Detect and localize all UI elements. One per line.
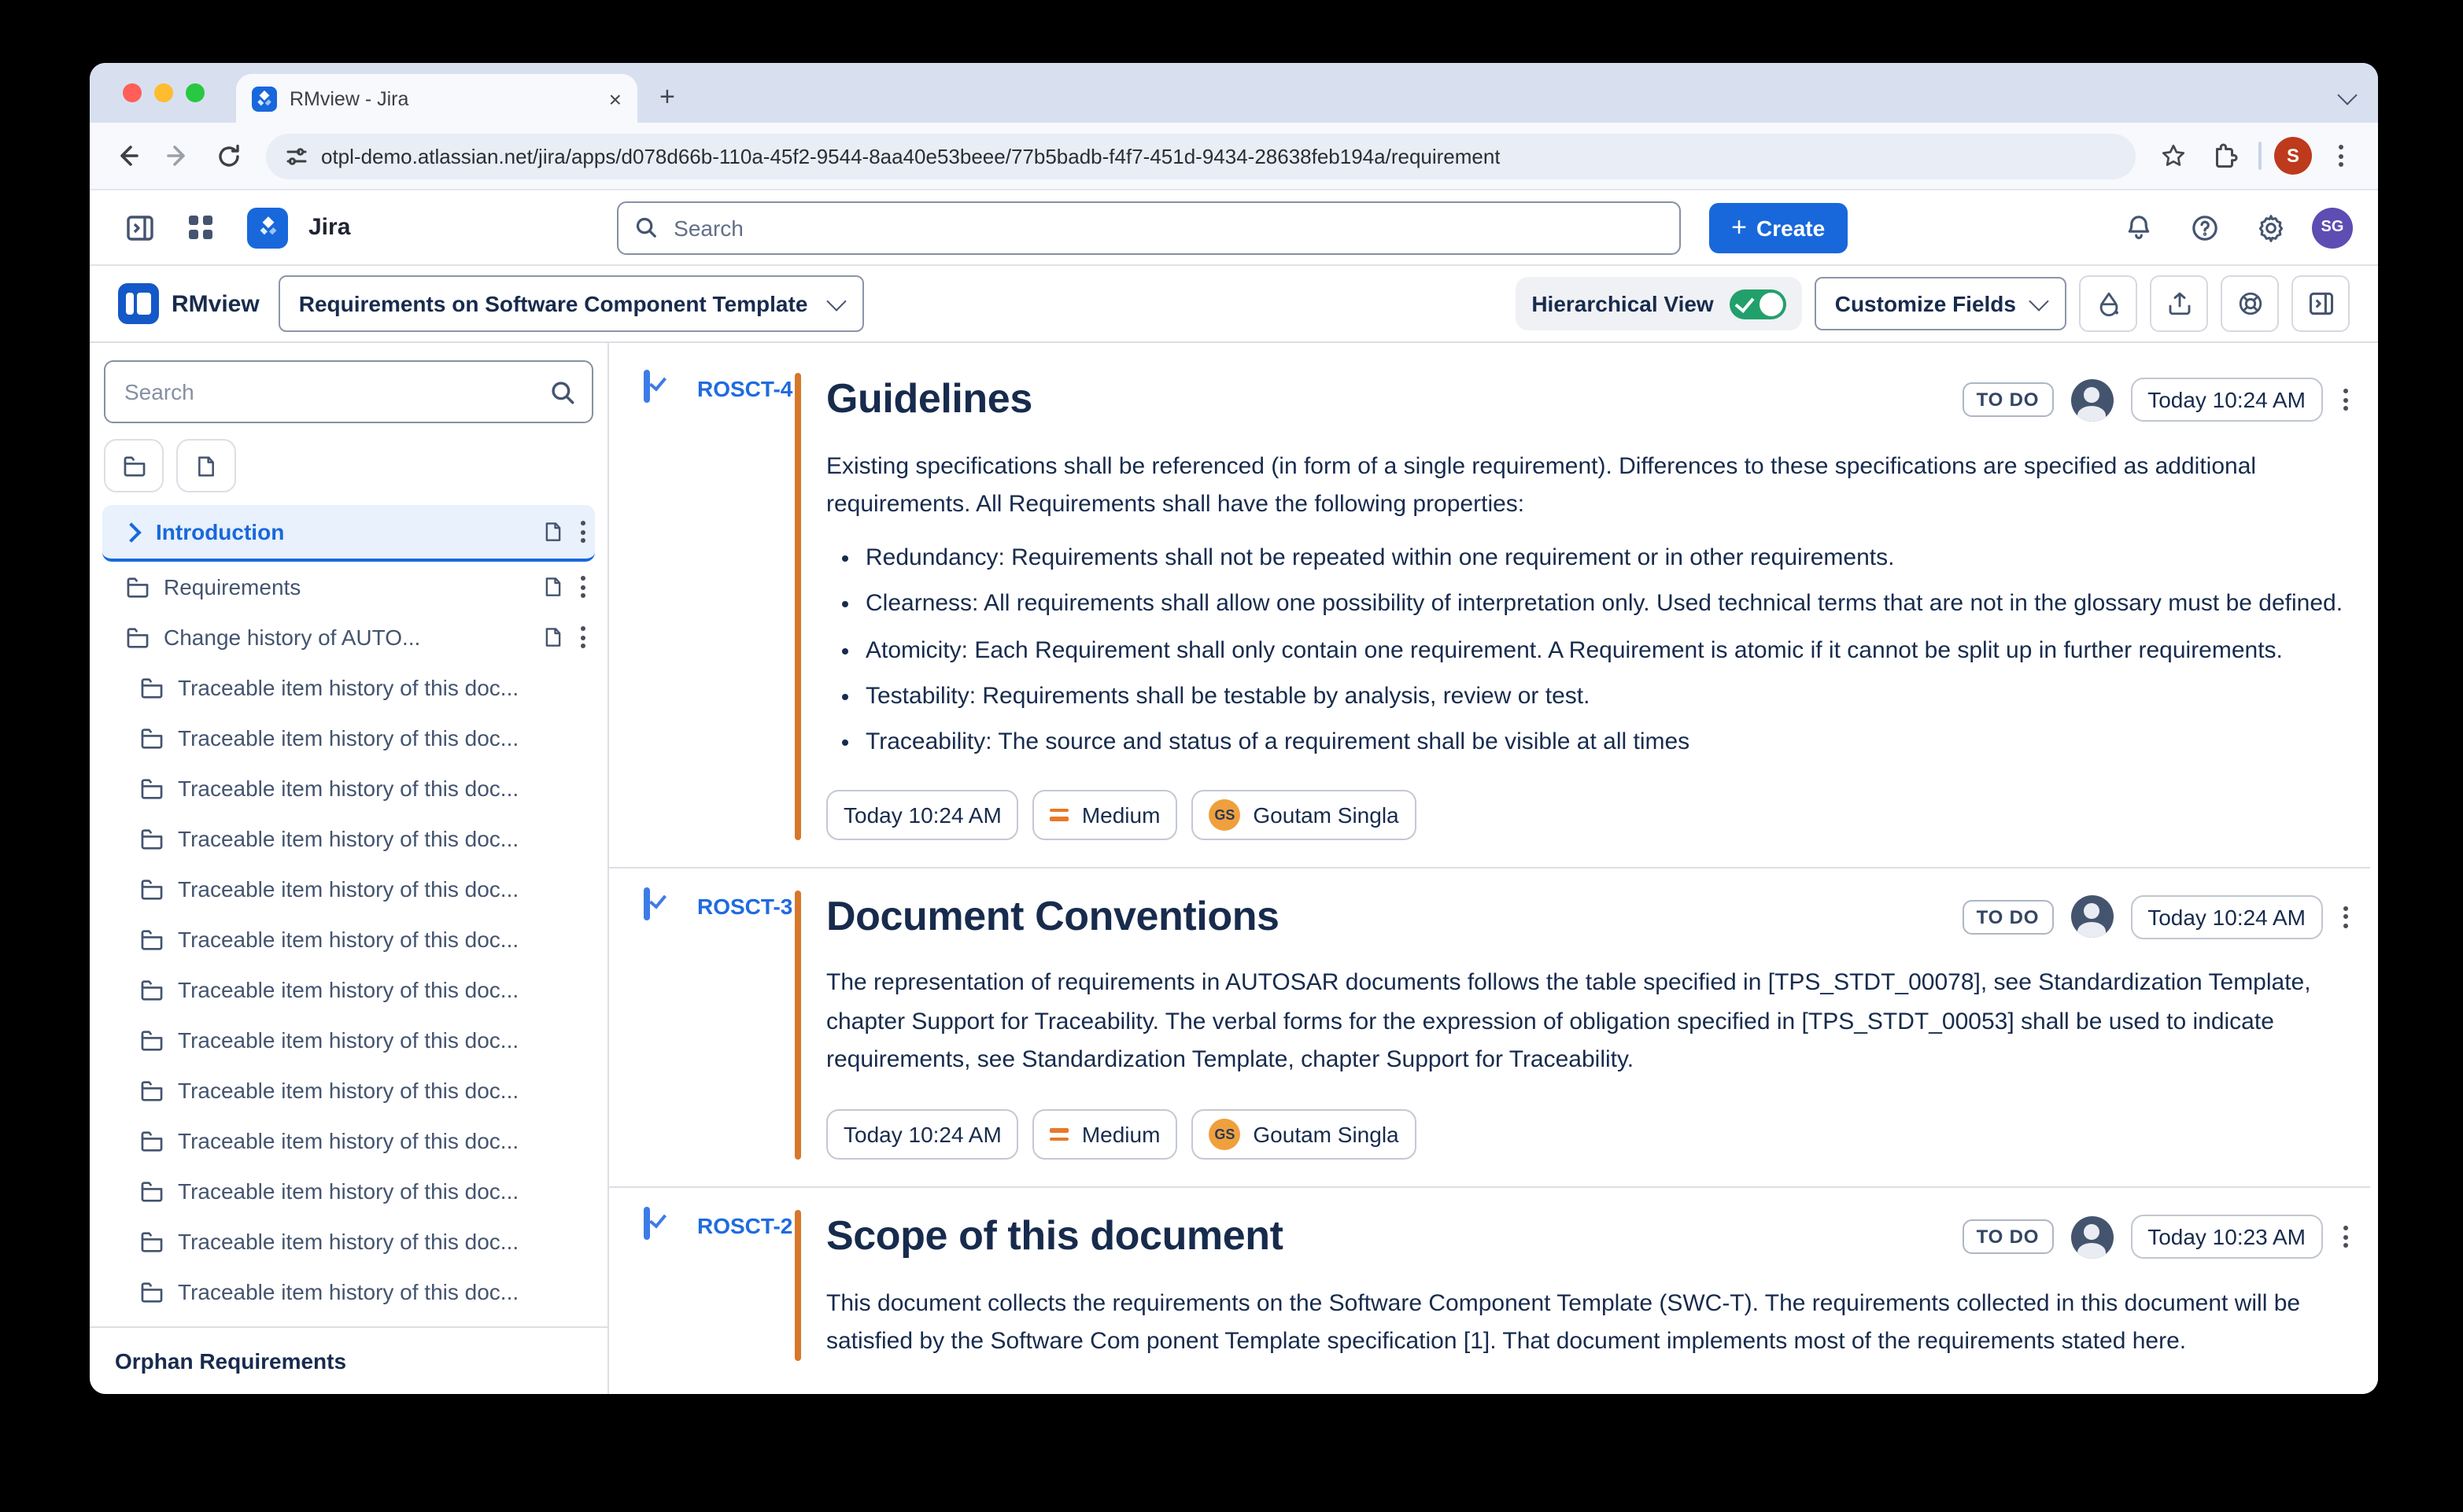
tree-item[interactable] xyxy=(102,562,595,612)
requirement-title[interactable]: Guidelines xyxy=(826,374,1032,422)
browser-window xyxy=(90,63,2378,1394)
card-menu-icon[interactable] xyxy=(2343,1226,2348,1248)
browser-tab-strip xyxy=(90,63,2378,123)
plus-icon: + xyxy=(1731,212,1748,242)
requirement-card xyxy=(609,1186,2370,1380)
tree-item[interactable] xyxy=(102,1015,595,1065)
requirement-bullets xyxy=(826,541,2348,760)
document-selector-label: Requirements on Software Component Template xyxy=(298,291,808,316)
requirement-chips xyxy=(826,1109,2348,1160)
add-document-button[interactable] xyxy=(176,439,236,492)
tree-item[interactable] xyxy=(102,763,595,813)
updated-timestamp[interactable]: Today 10:23 AM xyxy=(2130,1215,2323,1259)
requirement-card xyxy=(609,867,2370,1179)
assignee-avatar-icon[interactable] xyxy=(2070,378,2113,421)
card-bullet: • Atomicity: Each Requirement shall only contain one requirement. A Requirement is atomic if it cannot be split up in further requirements. xyxy=(866,633,2348,668)
requirements-list xyxy=(609,343,2378,1394)
browser-profile-avatar[interactable]: S xyxy=(2274,137,2312,175)
url-text: otpl-demo.atlassian.net/jira/apps/d078d66b-110a-45f2-9544-8aa40e53beee/77b5badb-f4f7-451d-9434-28638feb194a/requirement xyxy=(321,144,1501,168)
tree-item-label: Traceable item history of this doc... xyxy=(178,675,519,700)
status-badge[interactable]: TO DO xyxy=(1963,900,2054,935)
export-button[interactable] xyxy=(2150,275,2208,332)
priority-medium-icon xyxy=(1051,809,1069,821)
tree-item[interactable] xyxy=(102,1166,595,1216)
requirement-key[interactable]: ROSCT-4 xyxy=(697,376,793,401)
tree-item-label: Traceable item history of this doc... xyxy=(178,876,519,902)
page-icon[interactable] xyxy=(541,574,565,599)
assignee-avatar-icon[interactable] xyxy=(2070,896,2113,939)
priority-chip[interactable]: Medium xyxy=(1033,790,1178,840)
tree-item-label: Traceable item history of this doc... xyxy=(178,927,519,952)
folder-icon xyxy=(138,1077,165,1104)
folder-icon xyxy=(138,1228,165,1255)
close-window-button[interactable] xyxy=(123,83,142,102)
updated-timestamp[interactable]: Today 10:24 AM xyxy=(2130,378,2323,422)
document-tree xyxy=(102,505,595,1326)
site-settings-icon[interactable] xyxy=(285,144,308,168)
tree-item-label: Traceable item history of this doc... xyxy=(178,776,519,801)
hierarchical-view-label: Hierarchical View xyxy=(1531,291,1714,316)
new-tab-button[interactable]: + xyxy=(659,82,675,112)
requirement-accent-bar xyxy=(795,1210,801,1361)
folder-icon xyxy=(138,825,165,852)
requirement-key[interactable]: ROSCT-3 xyxy=(697,893,793,919)
create-button[interactable]: + Create xyxy=(1709,202,1847,253)
tree-item[interactable] xyxy=(102,1216,595,1267)
settings-gear-icon[interactable] xyxy=(2246,202,2296,253)
rmview-wordmark: RMview xyxy=(172,290,260,317)
tree-item-menu-icon[interactable] xyxy=(581,576,585,598)
jira-logo[interactable] xyxy=(247,207,288,248)
tree-item-label: Traceable item history of this doc... xyxy=(178,1178,519,1204)
requirement-accent-bar xyxy=(795,373,801,840)
tree-item[interactable] xyxy=(102,914,595,964)
requirement-body xyxy=(826,965,2348,1080)
user-avatar[interactable]: SG xyxy=(2312,207,2353,248)
panel-toggle-button[interactable] xyxy=(2291,275,2350,332)
tree-item-label: Traceable item history of this doc... xyxy=(178,977,519,1002)
folder-icon xyxy=(138,1178,165,1204)
search-icon xyxy=(549,378,576,405)
requirement-card xyxy=(609,351,2370,859)
jira-favicon xyxy=(252,86,277,111)
tree-item-label: Traceable item history of this doc... xyxy=(178,1128,519,1153)
requirement-title[interactable]: Scope of this document xyxy=(826,1211,1283,1259)
tree-item[interactable] xyxy=(102,813,595,864)
requirement-key[interactable]: ROSCT-2 xyxy=(697,1213,793,1239)
folder-icon xyxy=(138,1127,165,1154)
card-bullet: • Traceability: The source and status of a requirement shall be visible at all times xyxy=(866,725,2348,760)
address-bar[interactable] xyxy=(266,133,2136,179)
document-tree-sidebar xyxy=(90,343,609,1394)
global-search[interactable] xyxy=(617,201,1681,254)
card-menu-icon[interactable] xyxy=(2343,389,2348,411)
notifications-bell-icon[interactable] xyxy=(2114,202,2164,253)
tree-item-label: Traceable item history of this doc... xyxy=(178,1229,519,1254)
tree-item[interactable] xyxy=(102,612,595,662)
tree-item[interactable] xyxy=(102,662,595,713)
tree-item[interactable] xyxy=(102,964,595,1015)
tree-item-label: Traceable item history of this doc... xyxy=(178,1027,519,1053)
card-bullet: • Testability: Requirements shall be testable by analysis, review or test. xyxy=(866,680,2348,714)
rmview-header xyxy=(90,266,2378,343)
rmview-logo xyxy=(118,283,159,324)
folder-icon xyxy=(138,1027,165,1053)
reload-button[interactable] xyxy=(206,134,250,178)
folder-icon xyxy=(138,876,165,902)
tree-item-label: Change history of AUTO... xyxy=(164,625,421,650)
sidebar-toggle-icon[interactable] xyxy=(115,202,165,253)
card-bullet: • Redundancy: Requirements shall not be repeated within one requirement or in other requirements. xyxy=(866,541,2348,576)
tab-close-icon[interactable]: × xyxy=(608,86,622,111)
customize-fields-button[interactable]: Customize Fields xyxy=(1815,277,2066,330)
priority-medium-icon xyxy=(1051,1128,1069,1141)
tree-item-label: Traceable item history of this doc... xyxy=(178,1078,519,1103)
sidebar-search-input[interactable] xyxy=(121,378,537,406)
folder-icon xyxy=(138,725,165,751)
card-paragraph: Existing specifications shall be referenced (in form of a single requirement). Differences to these specifications are specified as additional requirements. All Requirements shall have the following properties: xyxy=(826,452,2257,518)
date-chip[interactable]: Today 10:24 AM xyxy=(826,790,1019,840)
help-icon[interactable] xyxy=(2180,202,2230,253)
card-menu-icon[interactable] xyxy=(2343,906,2348,928)
sidebar-search[interactable] xyxy=(104,360,593,423)
browser-toolbar xyxy=(90,123,2378,190)
jira-wordmark: Jira xyxy=(308,214,351,241)
tree-item[interactable] xyxy=(102,713,595,763)
updated-timestamp[interactable]: Today 10:24 AM xyxy=(2130,895,2323,939)
maximize-window-button[interactable] xyxy=(186,83,205,102)
assignee-initials-avatar: GS xyxy=(1209,1119,1240,1150)
card-bullet: • Clearness: All requirements shall allow one possibility of interpretation only. Used technical terms that are not in the glossary must be defined. xyxy=(866,588,2348,622)
support-lifebuoy-button[interactable] xyxy=(2221,275,2279,332)
card-paragraph: This document collects the requirements on the Software Component Template (SWC-T). The requirements collected in this document will be satisfied by the Software Com ponent Template specification [1]. That document implements most of the requirements stated here. xyxy=(826,1289,2301,1355)
requirement-accent-bar xyxy=(795,891,801,1160)
browser-tab[interactable] xyxy=(236,74,637,123)
date-chip[interactable]: Today 10:24 AM xyxy=(826,1109,1019,1160)
tree-item[interactable] xyxy=(102,1267,595,1317)
hierarchical-view-control xyxy=(1516,277,1801,330)
assignee-initials-avatar: GS xyxy=(1209,799,1240,831)
tree-item-label: Traceable item history of this doc... xyxy=(178,725,519,750)
document-selector-dropdown[interactable] xyxy=(279,275,865,332)
bookmark-star-icon[interactable] xyxy=(2151,134,2195,178)
back-button[interactable] xyxy=(105,134,150,178)
app-switcher-icon[interactable] xyxy=(175,202,225,253)
tree-item[interactable] xyxy=(102,1116,595,1166)
folder-icon xyxy=(138,775,165,802)
tree-item-label: Traceable item history of this doc... xyxy=(178,1279,519,1304)
forward-button[interactable] xyxy=(156,134,200,178)
folder-icon xyxy=(124,624,151,651)
toolbar-divider xyxy=(2258,142,2262,170)
status-badge[interactable]: TO DO xyxy=(1963,1219,2054,1254)
folder-icon xyxy=(138,926,165,953)
requirement-chips xyxy=(826,790,2348,840)
chevron-right-icon[interactable] xyxy=(121,522,141,541)
tree-item[interactable] xyxy=(102,505,595,562)
assignee-chip[interactable]: GS Goutam Singla xyxy=(1191,790,1416,840)
card-paragraph: The representation of requirements in AUTOSAR documents follows the table specified in [TPS_STDT_00078], see Standardization Template, chapter Support for Traceability. The verbal forms for the expression of obligation specified in [TPS_STDT_00053] shall be used to indicate requirements, see Standardization Template, chapter Support for Traceability. xyxy=(826,969,2311,1073)
requirement-body xyxy=(826,1285,2348,1361)
chevron-down-icon xyxy=(827,291,847,311)
page-icon[interactable] xyxy=(541,625,565,650)
sidebar-actions xyxy=(104,439,593,492)
extensions-icon[interactable] xyxy=(2202,134,2246,178)
tree-item-label: Introduction xyxy=(156,519,285,544)
tree-item[interactable] xyxy=(102,1065,595,1116)
search-icon xyxy=(634,216,658,239)
assignee-avatar-icon[interactable] xyxy=(2070,1215,2113,1258)
tree-item[interactable] xyxy=(102,864,595,914)
jira-top-nav xyxy=(90,190,2378,266)
add-folder-button[interactable] xyxy=(104,439,164,492)
tab-title: RMview - Jira xyxy=(290,87,409,109)
fill-color-button[interactable] xyxy=(2079,275,2137,332)
tree-item-menu-icon[interactable] xyxy=(581,521,585,543)
requirement-title[interactable]: Document Conventions xyxy=(826,891,1280,939)
orphan-requirements-link[interactable]: Orphan Requirements xyxy=(90,1326,607,1394)
requirement-checkbox[interactable] xyxy=(644,887,650,920)
hierarchical-view-toggle[interactable] xyxy=(1730,289,1786,319)
tree-item-menu-icon[interactable] xyxy=(581,626,585,648)
folder-icon xyxy=(124,573,151,600)
window-controls[interactable] xyxy=(123,83,205,102)
assignee-chip[interactable]: GS Goutam Singla xyxy=(1191,1109,1416,1160)
requirement-checkbox[interactable] xyxy=(644,370,650,403)
chevron-down-icon xyxy=(2029,291,2048,311)
minimize-window-button[interactable] xyxy=(154,83,173,102)
requirement-body xyxy=(826,448,2348,524)
requirement-checkbox[interactable] xyxy=(644,1207,650,1240)
folder-icon xyxy=(138,976,165,1003)
priority-chip[interactable]: Medium xyxy=(1033,1109,1178,1160)
folder-icon xyxy=(138,1278,165,1305)
page-icon[interactable] xyxy=(541,519,565,544)
search-input[interactable] xyxy=(670,213,1664,242)
tree-item-label: Traceable item history of this doc... xyxy=(178,826,519,851)
tab-search-chevron-icon[interactable] xyxy=(2340,82,2356,98)
folder-icon xyxy=(138,674,165,701)
content-area xyxy=(90,343,2378,1394)
status-badge[interactable]: TO DO xyxy=(1963,382,2054,417)
tree-item-label: Requirements xyxy=(164,574,301,599)
browser-menu-kebab-icon[interactable] xyxy=(2318,134,2362,178)
